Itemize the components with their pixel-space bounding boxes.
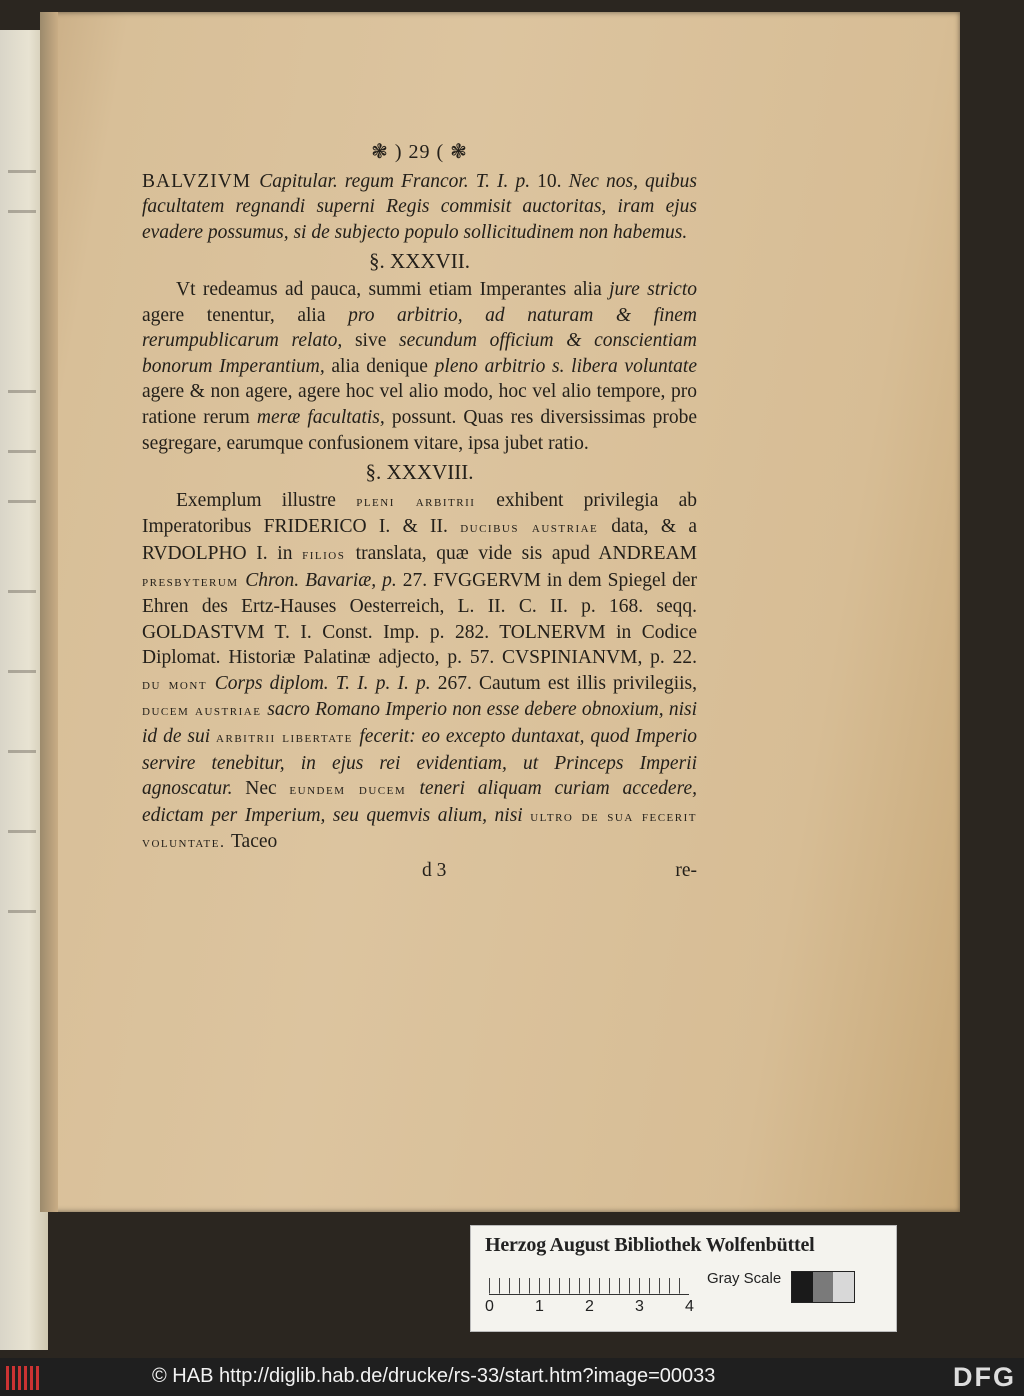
gray-patch [792,1272,813,1302]
gray-patch [813,1272,834,1302]
gray-scale-patches [791,1271,855,1303]
text-run: Exemplum illustre [176,489,357,511]
text-run: alia denique [331,355,435,377]
ruler-number: 4 [685,1298,694,1315]
text-run: sive [354,330,400,352]
ruler [489,1268,689,1295]
text-run: pleni arbitrii [356,492,497,510]
text-run: presbyterum [142,572,246,590]
gray-scale-label: Gray Scale [707,1270,782,1287]
text-run: meræ facultatis, [256,406,392,428]
text-run: agere tenentur, alia [142,304,349,326]
gray-patch [833,1272,854,1302]
text-run: filios [302,545,356,563]
text-run: teneri aliquam curiam accedere, edictam per Imperium, seu quemvis alium, nisi [142,778,697,826]
text-run: BALVZIVM [142,170,260,192]
text-run: secundum officium & conscientiam bonorum Imperantium, [142,330,697,377]
copyright-link[interactable]: © HAB http://diglib.hab.de/drucke/rs-33/start.htm?image=00033 [152,1365,716,1387]
text-run: ducibus austriae [460,519,612,537]
text-run: Corps diplom. T. I. p. I. p. [214,672,438,694]
library-name: Herzog August Bibliothek Wolfenbüttel [485,1234,815,1256]
section-heading-38: §. XXXVIII. [365,460,474,485]
text-run: jure stricto [609,278,698,300]
text-run: exhibent privilegia ab Imperatoribus FRIDERICO I. & II. [142,489,697,538]
ruler-number: 3 [635,1298,644,1315]
text-run: Chron. Bavariæ, p. [245,569,403,591]
catchword: re- [675,860,697,882]
signature-mark: d 3 [422,860,447,882]
text-run: 10. [537,170,569,192]
paragraph-38 [142,488,697,856]
text-run: possunt. Quas res diversissimas probe segregare, earumque confusionem vitare, ipsa jubet ratio. [142,406,698,454]
page-header: ❃ ) 29 ( ❃ [371,141,468,163]
dfg-logo: DFG [953,1362,1016,1392]
text-run: Nec [245,778,290,800]
paragraph-37 [142,277,697,456]
text-run: pleno arbitrio s. libera voluntate [434,355,697,377]
text-run: arbitrii libertate [216,729,360,747]
footer-bar [0,1358,1024,1396]
text-run: ultro de sua fecerit voluntate. [142,807,697,852]
text-run: ducem austriae [142,702,268,720]
library-color-chart [470,1225,897,1332]
ruler-number: 0 [485,1298,494,1315]
text-run: sacro Romano Imperio non esse debere obnoxium, nisi id de sui [142,699,697,748]
text-run: du mont [142,675,215,693]
section-heading-37: §. XXXVII. [369,249,470,274]
ruler-number: 1 [535,1298,544,1315]
text-run: Nec nos, quibus facultatem regnandi superni Regis commisit auctoritas, iram ejus evadere possumus, si de subjecto populo sollicitudinem non habemus. [142,170,698,243]
hab-logo-icon [6,1366,42,1390]
text-run: translata, quæ vide sis apud ANDREAM [355,542,697,564]
text-run: pro arbitrio, ad naturam & finem rerumpublicarum relato, [142,304,698,352]
text-run: data, & a RVDOLPHO I. in [142,516,697,564]
text-run: Vt redeamus ad pauca, summi etiam Imperantes alia [176,278,610,300]
text-run: Capitular. regum Francor. T. I. p. [259,170,538,192]
text-run: fecerit: eo excepto duntaxat, quod Imperio servire tenebitur, in ejus rei evidentiam, ut Princeps Imperii agnoscatur. [142,726,697,800]
text-run: agere & non agere, agere hoc vel alio modo, hoc vel alio tempore, pro ratione rerum [142,381,697,428]
page-footer-line [142,858,697,884]
text-run: eundem ducem [289,781,420,799]
text-run: Taceo [231,831,278,853]
page-gutter [40,12,58,1212]
page-text [142,140,697,884]
ruler-number: 2 [585,1298,594,1315]
paragraph-baluzium [142,169,697,246]
text-run: 267. Cautum est illis privilegiis, [437,672,697,694]
text-run: 27. FVGGERVM in dem Spiegel der Ehren des Ertz-Hauses Oesterreich, L. II. C. II. p. 168. seqq. GOLDASTVM T. I. Const. Imp. p. 282. TOLNERVM in Codice Diplomat. Historiæ Palatinæ adjecto, p. 57. CVSPINIANVM, p. 22. [142,569,698,669]
